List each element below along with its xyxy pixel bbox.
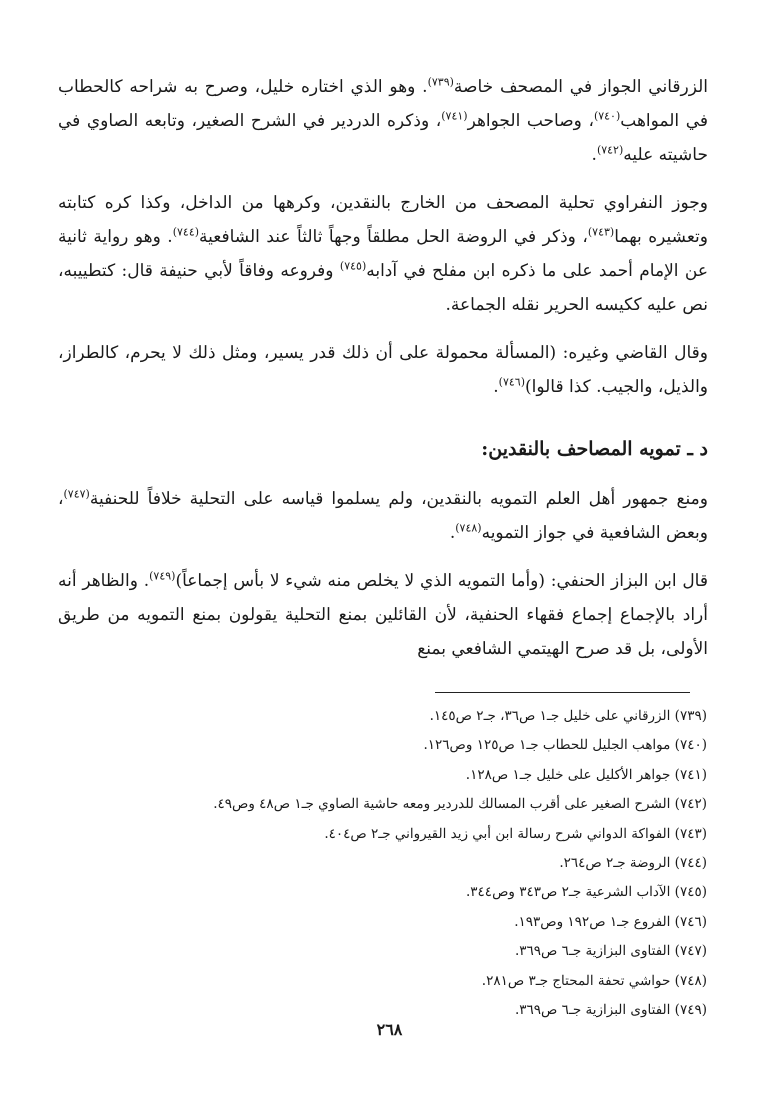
footnote-ref[interactable]: (٧٤١) <box>441 109 468 123</box>
text: ، وبعض الشافعية في جواز التمويه <box>58 489 708 543</box>
footnote-item: (٧٤٠) مواهب الجليل للحطاب جـ١ ص١٢٥ وص١٢٦. <box>423 737 707 754</box>
footnote-ref[interactable]: (٧٤٨) <box>455 521 482 535</box>
paragraph-1 <box>58 70 708 172</box>
paragraph-5 <box>58 564 708 666</box>
paragraph-4 <box>58 482 708 550</box>
footnote-ref[interactable]: (٧٤٦) <box>498 375 525 389</box>
text: ، وذكر في الروضة الحل مطلقاً وجهاً ثالثاً عند الشافعية <box>199 227 588 247</box>
text: وقال القاضي وغيره: (المسألة محمولة على أن ذلك قدر يسير، ومثل ذلك لا يحرم، كالطراز، والذيل، والجيب. كذا قالوا) <box>58 343 708 397</box>
page-body <box>58 70 708 666</box>
text: . والظاهر أنه أراد بالإجماع إجماع فقهاء الحنفية، لأن القائلين بمنع التحلية يقولون بمنع التمويه من طريق الأولى، بل قد صرح الهيتمي الشافعي بمنع <box>58 571 708 659</box>
footnote-item: (٧٤٣) الفواكة الدواني شرح رسالة ابن أبي زيد القيرواني جـ٢ ص٤٠٤. <box>324 825 707 842</box>
footnote-ref[interactable]: (٧٤٣) <box>587 225 615 239</box>
page-number: ٢٦٨ <box>376 1020 403 1039</box>
footnote-item: (٧٤٢) الشرح الصغير على أقرب المسالك للدردير ومعه حاشية الصاوي جـ١ ص٤٨ وص٤٩. <box>213 796 707 813</box>
text: قال ابن البزاز الحنفي: (وأما التمويه الذي لا يخلص منه شيء لا بأس إجماعاً) <box>175 571 708 591</box>
text: . وهو الذي اختاره خليل، وصرح به شراحه كالحطاب في المواهب <box>58 77 709 131</box>
text: . <box>449 523 456 543</box>
text: وجوز النفراوي تحلية المصحف من الخارج بالنقدين، وكرهها من الداخل، وكذا كره كتابته وتعشيره بهما <box>58 193 708 247</box>
text: . <box>591 145 597 165</box>
footnote-item: (٧٤٩) الفتاوى البزازية جـ٦ ص٣٦٩. <box>514 1002 707 1019</box>
text: وفروعه وفاقاً لأبي حنيفة قال: كتطييبه، نص عليه ككيسه الحرير نقله الجماعة. <box>58 261 708 315</box>
footnote-ref[interactable]: (٧٤٥) <box>339 259 367 273</box>
text: ، وصاحب الجواهر <box>467 111 594 131</box>
footnote-ref[interactable]: (٧٣٩) <box>427 75 454 89</box>
footnote-item: (٧٤٧) الفتاوى البزازية جـ٦ ص٣٦٩. <box>514 943 707 960</box>
footnote-ref[interactable]: (٧٤٧) <box>63 487 90 501</box>
text: ، وذكره الدردير في الشرح الصغير، وتابعه الصاوي في حاشيته عليه <box>58 111 708 165</box>
paragraph-3 <box>58 336 708 404</box>
footnote-ref[interactable]: (٧٤٠) <box>593 109 621 123</box>
footnote-item: (٧٤٤) الروضة جـ٢ ص٢٦٤. <box>559 855 707 872</box>
footnote-ref[interactable]: (٧٤٢) <box>596 143 624 157</box>
footnote-item: (٧٤١) جواهر الأكليل على خليل جـ١ ص١٢٨. <box>465 766 707 783</box>
text: . وهو رواية ثانية عن الإمام أحمد على ما ذكره ابن مفلح في آدابه <box>58 227 708 281</box>
paragraph-2 <box>58 186 708 322</box>
footnote-divider <box>435 692 690 693</box>
footnote-item: (٧٤٨) حواشي تحفة المحتاج جـ٣ ص٢٨١. <box>481 972 707 989</box>
footnote-item: (٧٣٩) الزرقاني على خليل جـ١ ص٣٦، جـ٢ ص١٤٥. <box>429 708 707 724</box>
text: . <box>493 377 499 397</box>
footnote-ref[interactable]: (٧٤٤) <box>172 225 200 239</box>
footnote-item: (٧٤٦) الفروع جـ١ ص١٩٢ وص١٩٣. <box>514 913 707 930</box>
footnote-ref[interactable]: (٧٤٩) <box>149 569 176 583</box>
text: الزرقاني الجواز في المصحف خاصة <box>453 77 708 97</box>
footnotes-list <box>107 702 707 1025</box>
text: ومنع جمهور أهل العلم التمويه بالنقدين، ولم يسلموا قياسه على التحلية خلافاً للحنفية <box>89 489 708 509</box>
section-heading: د ـ تمويه المصاحف بالنقدين: <box>481 438 708 460</box>
footnote-item: (٧٤٥) الآداب الشرعية جـ٢ ص٣٤٣ وص٣٤٤. <box>466 884 707 901</box>
